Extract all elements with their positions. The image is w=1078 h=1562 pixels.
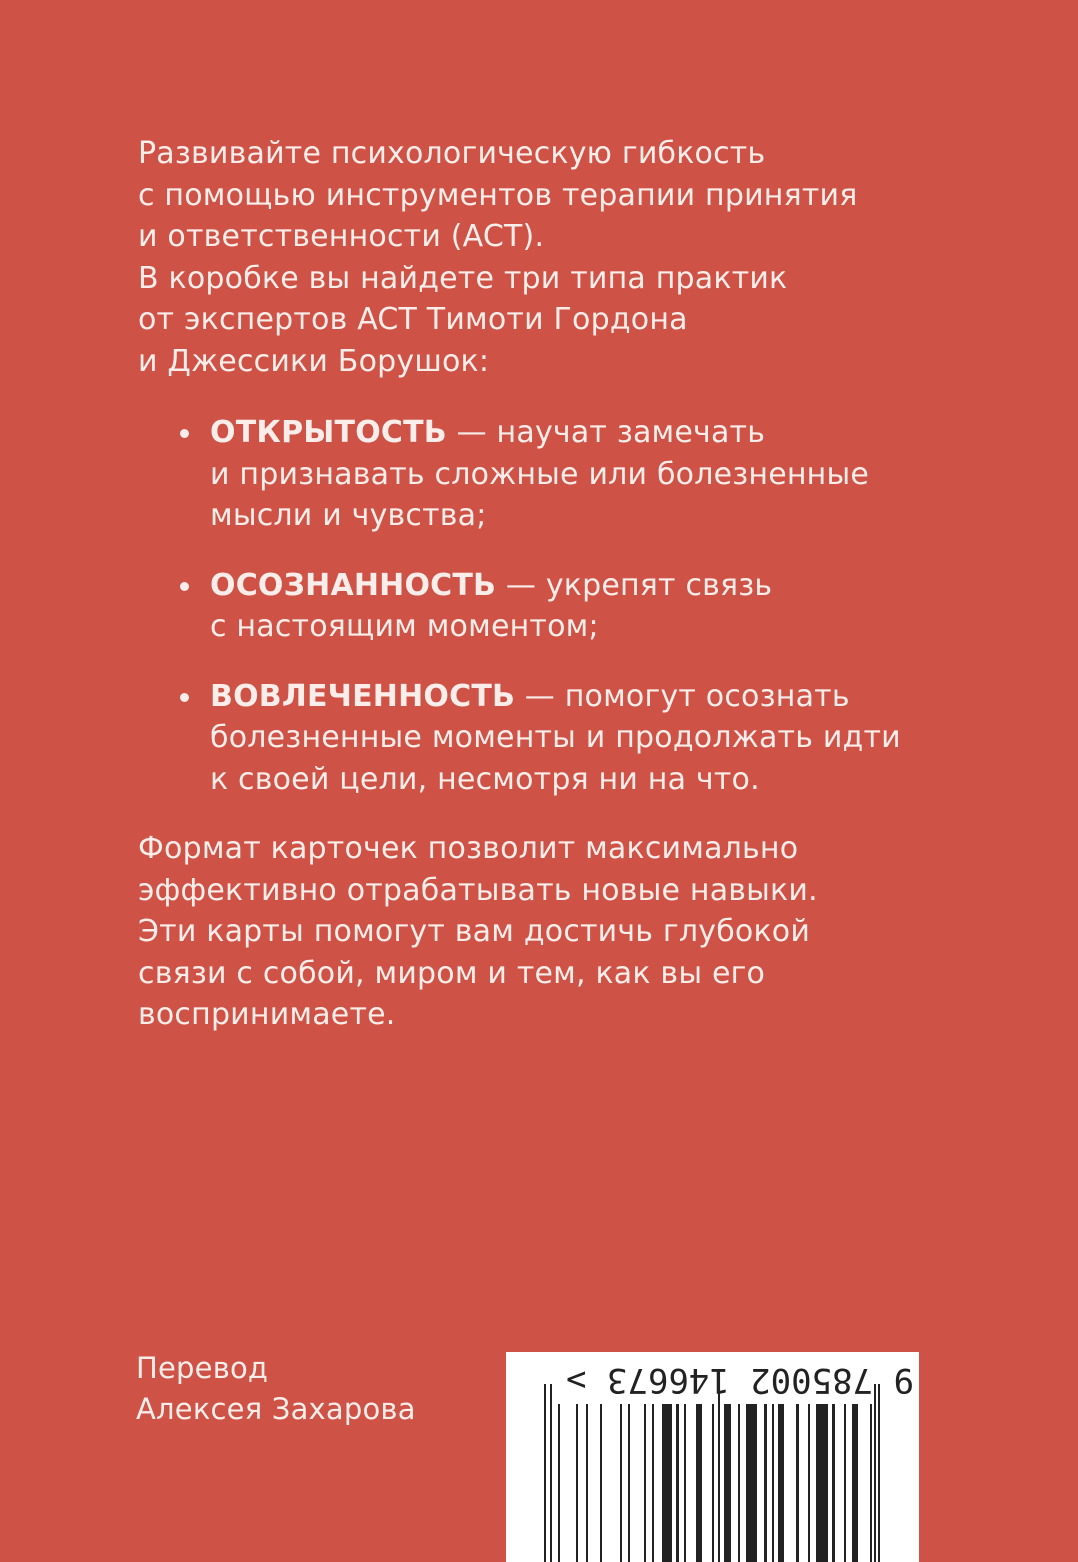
barcode-bar xyxy=(808,1404,810,1562)
barcode-bar xyxy=(844,1404,846,1562)
description: с настоящим моментом; xyxy=(210,609,599,644)
barcode-bar xyxy=(878,1384,880,1562)
translator-name: Алексея Захарова xyxy=(136,1392,416,1426)
description: — помогут осознать xyxy=(515,678,850,714)
keyword: ВОВЛЕЧЕННОСТЬ xyxy=(210,678,516,714)
barcode-bar xyxy=(550,1384,552,1562)
intro-line: от экспертов ACT Тимоти Гордона xyxy=(138,302,688,337)
barcode-bar xyxy=(576,1404,578,1562)
barcode-bar xyxy=(852,1404,858,1562)
barcode-digits: 9 785002 146673 > xyxy=(566,1360,914,1400)
credit-label: Перевод xyxy=(136,1351,269,1385)
barcode-bar xyxy=(652,1404,654,1562)
intro-paragraph xyxy=(138,133,857,382)
barcode-bar xyxy=(816,1404,828,1562)
translator-credit xyxy=(136,1348,416,1430)
barcode-bar xyxy=(746,1404,757,1562)
description: мысли и чувства; xyxy=(210,498,487,533)
description: — укрепят связь xyxy=(496,567,773,603)
barcode-bar xyxy=(644,1404,646,1562)
keyword: ОТКРЫТОСТЬ xyxy=(210,415,447,450)
intro-line: и Джессики Борушок: xyxy=(138,343,490,379)
outro-line: связи с собой, миром и тем, как вы его xyxy=(138,955,766,991)
isbn-barcode xyxy=(506,1352,919,1562)
barcode-bar xyxy=(778,1404,784,1562)
barcode-bar xyxy=(870,1404,872,1562)
barcode-bar xyxy=(600,1404,602,1562)
intro-line: В коробке вы найдете три типа практик xyxy=(138,260,788,296)
keyword: ОСОЗНАННОСТЬ xyxy=(210,567,497,603)
barcode-bar xyxy=(718,1384,720,1562)
barcode-bar xyxy=(696,1404,702,1562)
barcode-bar xyxy=(620,1404,622,1562)
barcode-bar xyxy=(764,1404,767,1562)
barcode-bar xyxy=(558,1404,560,1562)
barcode-bar xyxy=(772,1404,774,1562)
description: и признавать сложные или болезненные xyxy=(210,456,870,492)
barcode-bar xyxy=(796,1404,799,1562)
outro-paragraph xyxy=(138,828,818,1036)
intro-line: Развивайте психологическую гибкость xyxy=(138,136,766,171)
bullet-icon xyxy=(180,693,189,702)
practice-list xyxy=(180,412,901,828)
barcode-bar xyxy=(544,1384,546,1562)
outro-line: Формат карточек позволит максимально xyxy=(138,831,799,866)
bullet-icon xyxy=(180,582,189,591)
outro-line: эффективно отрабатывать новые навыки. xyxy=(138,872,818,908)
intro-line: и ответственности (ACT). xyxy=(138,219,545,254)
barcode-bar xyxy=(712,1404,714,1562)
barcode-bar xyxy=(874,1384,876,1562)
barcode-bar xyxy=(684,1404,686,1562)
description: болезненные моменты и продолжать идти xyxy=(210,720,901,755)
outro-line: Эти карты помогут вам достичь глубокой xyxy=(138,914,811,949)
barcode-bar xyxy=(738,1404,740,1562)
barcode-bar xyxy=(676,1404,679,1562)
barcode-bar xyxy=(724,1404,731,1562)
bullet-icon xyxy=(180,429,189,438)
list-item-engagement xyxy=(180,676,901,801)
description: — научат замечать xyxy=(446,415,766,450)
intro-line: с помощью инструментов терапии принятия xyxy=(138,177,858,213)
description: к своей цели, несмотря ни на что. xyxy=(210,761,760,797)
barcode-bar xyxy=(832,1404,835,1562)
barcode-bar xyxy=(586,1404,588,1562)
list-item-awareness xyxy=(180,565,901,648)
list-item-openness xyxy=(180,412,901,537)
barcode-bar xyxy=(662,1404,672,1562)
outro-line: воспринимаете. xyxy=(138,997,396,1032)
barcode-bar xyxy=(628,1404,630,1562)
